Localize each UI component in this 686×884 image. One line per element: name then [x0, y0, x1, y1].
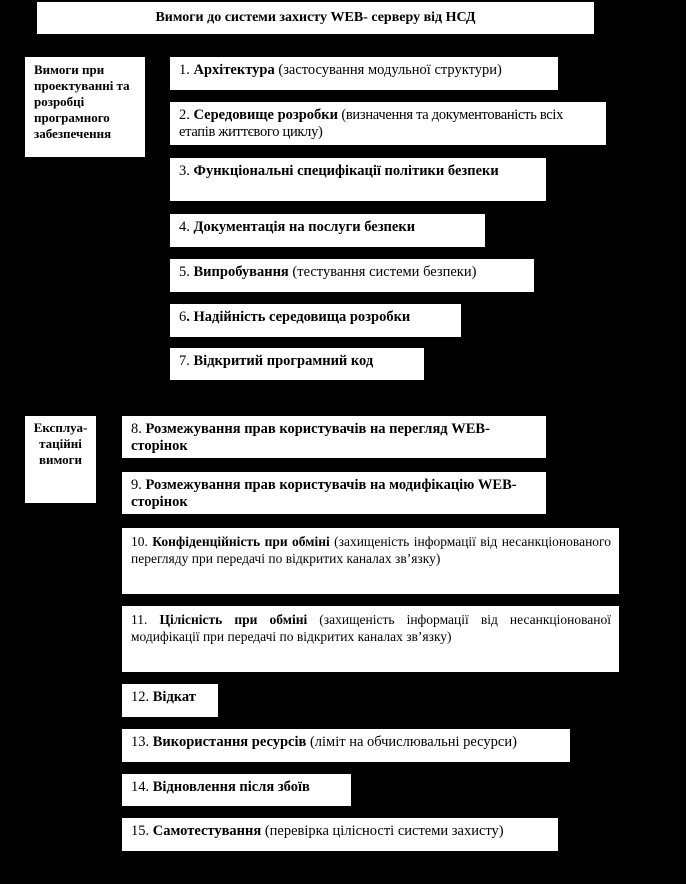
- requirement-7: [170, 348, 424, 380]
- requirement-11: [122, 606, 619, 672]
- requirement-number: 7.: [179, 353, 194, 369]
- requirement-13: [122, 729, 570, 762]
- requirement-number: 9.: [131, 477, 146, 493]
- requirement-number: 5.: [179, 264, 194, 280]
- requirement-name: Самотестування: [152, 823, 262, 839]
- requirement-number: 2.: [179, 107, 194, 123]
- requirement-description: (тестування системи безпеки): [288, 264, 477, 280]
- diagram-title: [37, 2, 594, 34]
- requirement-15: [122, 818, 558, 851]
- requirement-4: [170, 214, 485, 247]
- requirement-description: (визначення та документованість всіх етапів життєвого циклу): [179, 107, 564, 140]
- requirement-name: Використання ресурсів: [152, 734, 307, 750]
- requirement-number: 3.: [179, 163, 194, 179]
- requirement-name: Розмежування прав користувачів на перегляд WEB- сторінок: [131, 421, 490, 454]
- requirement-name: Відновлення після збоїв: [152, 779, 310, 795]
- requirement-description: (захищеність інформації від несанкціонованого перегляду при передачі по відкритих каналах зв’язку): [131, 534, 611, 566]
- requirement-description: (застосування модульної структури): [274, 62, 502, 78]
- requirement-8: [122, 416, 546, 458]
- requirement-number: 6: [179, 309, 187, 325]
- category-operational-requirements: [25, 416, 96, 503]
- category-design-requirements: [25, 57, 145, 157]
- diagram-title-text: Вимоги до системи захисту WEB- серверу від НСД: [155, 10, 476, 25]
- requirement-3: [170, 158, 546, 201]
- requirement-name: Відкритий програмний код: [193, 353, 374, 369]
- requirement-description: (захищеність інформації від несанкціонованої модифікації при передачі по відкритих каналах зв’язку): [131, 612, 611, 644]
- requirement-name: Архітектура: [193, 62, 275, 78]
- category-design-label: Вимоги при проектуванні та розробці програмного забезпечення: [34, 62, 130, 141]
- requirement-1: [170, 57, 558, 90]
- requirement-6: [170, 304, 461, 337]
- requirement-number: 10.: [131, 534, 153, 549]
- requirement-name: Функціональні специфікації політики безпеки: [193, 163, 499, 179]
- requirement-2: [170, 102, 606, 145]
- requirement-9: [122, 472, 546, 514]
- requirement-5: [170, 259, 534, 292]
- requirement-name: Конфіденційність при обміні: [152, 534, 330, 549]
- requirement-name: Випробування: [193, 264, 289, 280]
- requirement-name: Цілісність при обміні: [159, 612, 308, 627]
- requirement-description: (перевірка цілісності системи захисту): [261, 823, 504, 839]
- requirement-12: [122, 684, 218, 717]
- requirement-number: 12.: [131, 689, 153, 705]
- requirement-number: 14.: [131, 779, 153, 795]
- requirement-10: [122, 528, 619, 594]
- requirement-number: 4.: [179, 219, 194, 235]
- category-operational-label: Експлуа-таційні вимоги: [33, 420, 88, 467]
- requirement-number: 11.: [131, 612, 160, 627]
- requirement-name: Відкат: [152, 689, 196, 705]
- requirement-name: Середовище розробки: [193, 107, 339, 123]
- requirement-description: (ліміт на обчислювальні ресурси): [306, 734, 517, 750]
- requirement-number: 13.: [131, 734, 153, 750]
- requirement-number: 15.: [131, 823, 153, 839]
- requirement-name: Розмежування прав користувачів на модифікацію WEB- сторінок: [131, 477, 517, 510]
- requirement-number: 8.: [131, 421, 146, 437]
- requirement-number: 1.: [179, 62, 194, 78]
- requirement-name: Документація на послуги безпеки: [193, 219, 416, 235]
- requirement-name: . Надійність середовища розробки: [186, 309, 411, 325]
- requirement-14: [122, 774, 351, 806]
